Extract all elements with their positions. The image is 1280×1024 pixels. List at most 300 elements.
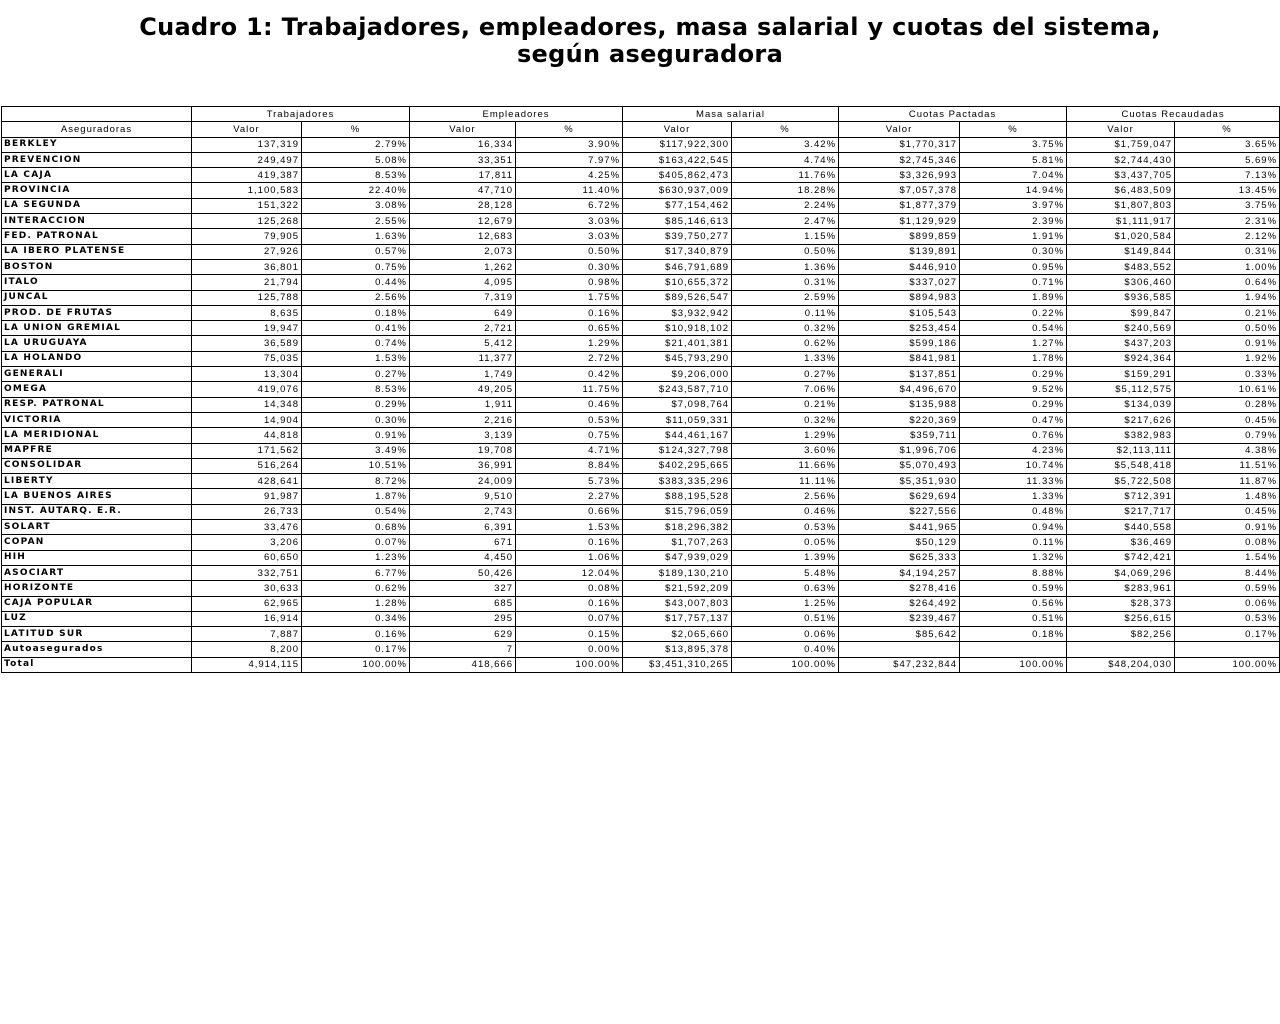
value-cell: 6,391	[410, 520, 516, 535]
value-cell: $256,615	[1067, 611, 1175, 626]
value-cell: 1,262	[410, 259, 516, 274]
insurer-name-cell: LA BUENOS AIRES	[2, 489, 192, 504]
value-cell: $924,364	[1067, 351, 1175, 366]
value-cell: $1,707,263	[623, 535, 732, 550]
percent-cell: 0.66%	[516, 504, 623, 519]
value-cell: 2,216	[410, 412, 516, 427]
percent-cell: 1.33%	[732, 351, 839, 366]
value-cell: 14,904	[192, 412, 302, 427]
percent-cell: 0.31%	[1175, 244, 1280, 259]
value-cell: 75,035	[192, 351, 302, 366]
percent-cell: 1.94%	[1175, 290, 1280, 305]
value-cell: 151,322	[192, 198, 302, 213]
percent-cell: 0.30%	[516, 259, 623, 274]
value-cell: $3,326,993	[839, 168, 960, 183]
value-cell: $337,027	[839, 275, 960, 290]
percent-cell: 1.25%	[732, 596, 839, 611]
percent-cell: 4.38%	[1175, 443, 1280, 458]
value-cell: 79,905	[192, 229, 302, 244]
header-empty-cell	[2, 107, 192, 122]
percent-cell: 1.53%	[516, 520, 623, 535]
value-cell: 125,268	[192, 214, 302, 229]
percent-cell: 2.39%	[960, 214, 1067, 229]
value-cell: $2,065,660	[623, 627, 732, 642]
percent-cell: 0.44%	[302, 275, 410, 290]
table-row	[2, 550, 1280, 565]
value-cell: 4,914,115	[192, 657, 302, 672]
value-cell: 16,914	[192, 611, 302, 626]
insurer-name-cell: LA SEGUNDA	[2, 198, 192, 213]
value-cell: 28,128	[410, 198, 516, 213]
insurer-name-cell: PROVINCIA	[2, 183, 192, 198]
value-cell: 12,679	[410, 214, 516, 229]
percent-cell: 0.46%	[732, 504, 839, 519]
percent-cell: 0.51%	[732, 611, 839, 626]
value-cell: 125,788	[192, 290, 302, 305]
table-row	[2, 152, 1280, 167]
value-cell: $1,877,379	[839, 198, 960, 213]
percent-cell: 0.51%	[960, 611, 1067, 626]
header-pct: %	[732, 122, 839, 137]
table-row	[2, 259, 1280, 274]
value-cell: $899,859	[839, 229, 960, 244]
insurer-name-cell: MAPFRE	[2, 443, 192, 458]
percent-cell: 0.29%	[302, 397, 410, 412]
percent-cell: 0.40%	[732, 642, 839, 657]
percent-cell: 0.27%	[302, 367, 410, 382]
value-cell: $437,203	[1067, 336, 1175, 351]
value-cell: 649	[410, 305, 516, 320]
value-cell: $6,483,509	[1067, 183, 1175, 198]
percent-cell: 8.53%	[302, 168, 410, 183]
value-cell: $306,460	[1067, 275, 1175, 290]
percent-cell: 0.18%	[960, 627, 1067, 642]
insurer-name-cell: INST. AUTARQ. E.R.	[2, 504, 192, 519]
value-cell: 137,319	[192, 137, 302, 152]
percent-cell: 7.13%	[1175, 168, 1280, 183]
value-cell: 14,348	[192, 397, 302, 412]
value-cell: $137,851	[839, 367, 960, 382]
value-cell: 249,497	[192, 152, 302, 167]
percent-cell: 3.03%	[516, 214, 623, 229]
header-group-empleadores: Empleadores	[410, 107, 623, 122]
percent-cell: 0.53%	[1175, 611, 1280, 626]
percent-cell: 22.40%	[302, 183, 410, 198]
value-cell: 629	[410, 627, 516, 642]
percent-cell: 0.75%	[516, 428, 623, 443]
insurer-name-cell: LA IBERO PLATENSE	[2, 244, 192, 259]
table-row	[2, 397, 1280, 412]
percent-cell: 6.72%	[516, 198, 623, 213]
percent-cell: 0.33%	[1175, 367, 1280, 382]
value-cell: 2,721	[410, 321, 516, 336]
percent-cell: 3.60%	[732, 443, 839, 458]
insurer-name-cell: ASOCIART	[2, 565, 192, 580]
insurer-name-cell: LUZ	[2, 611, 192, 626]
value-cell: 7,319	[410, 290, 516, 305]
value-cell: $117,922,300	[623, 137, 732, 152]
value-cell: $47,232,844	[839, 657, 960, 672]
value-cell: 1,911	[410, 397, 516, 412]
value-cell: 19,947	[192, 321, 302, 336]
value-cell: 3,139	[410, 428, 516, 443]
value-cell: $1,111,917	[1067, 214, 1175, 229]
table-row	[2, 596, 1280, 611]
title-line-1: Cuadro 1: Trabajadores, empleadores, masa salarial y cuotas del sistema,	[139, 13, 1161, 41]
percent-cell: 5.48%	[732, 565, 839, 580]
value-cell: 44,818	[192, 428, 302, 443]
value-cell: $18,296,382	[623, 520, 732, 535]
table-row	[2, 504, 1280, 519]
header-column-row	[2, 122, 1280, 137]
value-cell: $82,256	[1067, 627, 1175, 642]
value-cell: $382,983	[1067, 428, 1175, 443]
value-cell	[839, 642, 960, 657]
percent-cell: 0.54%	[960, 321, 1067, 336]
value-cell: 7	[410, 642, 516, 657]
percent-cell: 3.65%	[1175, 137, 1280, 152]
header-pct: %	[302, 122, 410, 137]
report-title	[0, 14, 1280, 68]
value-cell: $134,039	[1067, 397, 1175, 412]
percent-cell: 0.62%	[302, 581, 410, 596]
percent-cell: 0.11%	[732, 305, 839, 320]
value-cell: $48,204,030	[1067, 657, 1175, 672]
percent-cell: 0.32%	[732, 321, 839, 336]
percent-cell: 0.68%	[302, 520, 410, 535]
value-cell: $50,129	[839, 535, 960, 550]
percent-cell: 1.92%	[1175, 351, 1280, 366]
percent-cell: 0.29%	[960, 397, 1067, 412]
value-cell: $405,862,473	[623, 168, 732, 183]
insurer-name-cell: ITALO	[2, 275, 192, 290]
value-cell: $139,891	[839, 244, 960, 259]
percent-cell: 5.81%	[960, 152, 1067, 167]
value-cell: $5,351,930	[839, 474, 960, 489]
value-cell: $10,655,372	[623, 275, 732, 290]
value-cell: 419,076	[192, 382, 302, 397]
percent-cell: 1.87%	[302, 489, 410, 504]
percent-cell: 100.00%	[302, 657, 410, 672]
value-cell: $17,340,879	[623, 244, 732, 259]
percent-cell: 0.50%	[732, 244, 839, 259]
percent-cell: 0.11%	[960, 535, 1067, 550]
value-cell: 47,710	[410, 183, 516, 198]
value-cell: $15,796,059	[623, 504, 732, 519]
value-cell: $1,996,706	[839, 443, 960, 458]
value-cell: $712,391	[1067, 489, 1175, 504]
percent-cell: 0.71%	[960, 275, 1067, 290]
percent-cell: 0.34%	[302, 611, 410, 626]
percent-cell: 10.74%	[960, 458, 1067, 473]
table-row	[2, 198, 1280, 213]
percent-cell: 100.00%	[960, 657, 1067, 672]
percent-cell: 11.33%	[960, 474, 1067, 489]
percent-cell: 0.50%	[516, 244, 623, 259]
percent-cell: 0.30%	[302, 412, 410, 427]
value-cell: $441,965	[839, 520, 960, 535]
percent-cell: 11.66%	[732, 458, 839, 473]
percent-cell: 2.59%	[732, 290, 839, 305]
percent-cell: 0.74%	[302, 336, 410, 351]
percent-cell: 0.18%	[302, 305, 410, 320]
percent-cell: 0.08%	[516, 581, 623, 596]
value-cell: $841,981	[839, 351, 960, 366]
value-cell: $149,844	[1067, 244, 1175, 259]
table-row	[2, 168, 1280, 183]
insurer-name-cell: BOSTON	[2, 259, 192, 274]
value-cell: 91,987	[192, 489, 302, 504]
insurer-name-cell: RESP. PATRONAL	[2, 397, 192, 412]
percent-cell: 1.48%	[1175, 489, 1280, 504]
table-row	[2, 351, 1280, 366]
percent-cell: 100.00%	[732, 657, 839, 672]
value-cell: 2,073	[410, 244, 516, 259]
value-cell: $124,327,798	[623, 443, 732, 458]
percent-cell: 1.33%	[960, 489, 1067, 504]
value-cell: $21,592,209	[623, 581, 732, 596]
value-cell: $1,807,803	[1067, 198, 1175, 213]
percent-cell: 0.50%	[1175, 321, 1280, 336]
value-cell: 19,708	[410, 443, 516, 458]
value-cell: 7,887	[192, 627, 302, 642]
value-cell: 26,733	[192, 504, 302, 519]
percent-cell: 1.36%	[732, 259, 839, 274]
value-cell: $99,847	[1067, 305, 1175, 320]
value-cell: 295	[410, 611, 516, 626]
value-cell: 12,683	[410, 229, 516, 244]
table-row	[2, 489, 1280, 504]
percent-cell: 0.57%	[302, 244, 410, 259]
table-row	[2, 642, 1280, 657]
table-row	[2, 290, 1280, 305]
percent-cell: 0.53%	[732, 520, 839, 535]
table-row	[2, 137, 1280, 152]
percent-cell: 0.42%	[516, 367, 623, 382]
insurer-name-cell: VICTORIA	[2, 412, 192, 427]
percent-cell: 100.00%	[516, 657, 623, 672]
value-cell: $4,496,670	[839, 382, 960, 397]
value-cell: $264,492	[839, 596, 960, 611]
percent-cell	[960, 642, 1067, 657]
value-cell: 33,476	[192, 520, 302, 535]
value-cell: 36,991	[410, 458, 516, 473]
value-cell: $77,154,462	[623, 198, 732, 213]
percent-cell: 3.75%	[1175, 198, 1280, 213]
percent-cell: 0.91%	[1175, 336, 1280, 351]
percent-cell: 0.95%	[960, 259, 1067, 274]
percent-cell: 0.91%	[1175, 520, 1280, 535]
value-cell: 30,633	[192, 581, 302, 596]
value-cell: $936,585	[1067, 290, 1175, 305]
insurer-name-cell: COPAN	[2, 535, 192, 550]
percent-cell: 0.79%	[1175, 428, 1280, 443]
value-cell: $599,186	[839, 336, 960, 351]
value-cell: $45,793,290	[623, 351, 732, 366]
header-pct: %	[516, 122, 623, 137]
value-cell: $9,206,000	[623, 367, 732, 382]
insurer-name-cell: CONSOLIDAR	[2, 458, 192, 473]
header-valor: Valor	[410, 122, 516, 137]
value-cell: $2,745,346	[839, 152, 960, 167]
percent-cell: 0.47%	[960, 412, 1067, 427]
insurer-name-cell: CAJA POPULAR	[2, 596, 192, 611]
percent-cell: 11.76%	[732, 168, 839, 183]
value-cell: $2,744,430	[1067, 152, 1175, 167]
value-cell: $3,437,705	[1067, 168, 1175, 183]
value-cell: $21,401,381	[623, 336, 732, 351]
percent-cell: 2.31%	[1175, 214, 1280, 229]
percent-cell: 0.21%	[732, 397, 839, 412]
insurer-name-cell: LA CAJA	[2, 168, 192, 183]
percent-cell: 0.59%	[960, 581, 1067, 596]
value-cell: 60,650	[192, 550, 302, 565]
percent-cell: 0.32%	[732, 412, 839, 427]
value-cell: 8,635	[192, 305, 302, 320]
table-row	[2, 183, 1280, 198]
percent-cell: 2.72%	[516, 351, 623, 366]
table-row	[2, 443, 1280, 458]
value-cell: 1,100,583	[192, 183, 302, 198]
percent-cell: 5.69%	[1175, 152, 1280, 167]
value-cell: $240,569	[1067, 321, 1175, 336]
insurer-name-cell: HIH	[2, 550, 192, 565]
percent-cell: 2.12%	[1175, 229, 1280, 244]
value-cell: $88,195,528	[623, 489, 732, 504]
value-cell: $239,467	[839, 611, 960, 626]
value-cell: $383,335,296	[623, 474, 732, 489]
percent-cell: 100.00%	[1175, 657, 1280, 672]
value-cell: $1,770,317	[839, 137, 960, 152]
value-cell: 171,562	[192, 443, 302, 458]
insurer-name-cell: LATITUD SUR	[2, 627, 192, 642]
value-cell: $43,007,803	[623, 596, 732, 611]
value-cell: $105,543	[839, 305, 960, 320]
insurer-name-cell: FED. PATRONAL	[2, 229, 192, 244]
value-cell: 4,450	[410, 550, 516, 565]
value-cell: 27,926	[192, 244, 302, 259]
value-cell: 671	[410, 535, 516, 550]
percent-cell: 3.49%	[302, 443, 410, 458]
insurer-name-cell: INTERACCION	[2, 214, 192, 229]
header-group-row	[2, 107, 1280, 122]
percent-cell: 1.39%	[732, 550, 839, 565]
table-row	[2, 382, 1280, 397]
value-cell: $189,130,210	[623, 565, 732, 580]
value-cell: $36,469	[1067, 535, 1175, 550]
percent-cell: 1.78%	[960, 351, 1067, 366]
percent-cell: 13.45%	[1175, 183, 1280, 198]
value-cell: 36,589	[192, 336, 302, 351]
percent-cell: 0.31%	[732, 275, 839, 290]
percent-cell: 6.77%	[302, 565, 410, 580]
value-cell: 33,351	[410, 152, 516, 167]
percent-cell: 3.97%	[960, 198, 1067, 213]
header-group-cuotas-pactadas: Cuotas Pactadas	[839, 107, 1067, 122]
percent-cell: 11.75%	[516, 382, 623, 397]
value-cell: $742,421	[1067, 550, 1175, 565]
value-cell: 332,751	[192, 565, 302, 580]
value-cell: $4,069,296	[1067, 565, 1175, 580]
percent-cell: 0.54%	[302, 504, 410, 519]
percent-cell: 0.16%	[516, 305, 623, 320]
table-row	[2, 428, 1280, 443]
table-row	[2, 412, 1280, 427]
value-cell: 5,412	[410, 336, 516, 351]
value-cell: $243,587,710	[623, 382, 732, 397]
header-valor: Valor	[1067, 122, 1175, 137]
value-cell: $44,461,167	[623, 428, 732, 443]
value-cell: $46,791,689	[623, 259, 732, 274]
percent-cell: 1.54%	[1175, 550, 1280, 565]
value-cell	[1067, 642, 1175, 657]
percent-cell: 2.27%	[516, 489, 623, 504]
insurer-name-cell: LA HOLANDO	[2, 351, 192, 366]
header-group-cuotas-recaudadas: Cuotas Recaudadas	[1067, 107, 1280, 122]
percent-cell: 0.05%	[732, 535, 839, 550]
percent-cell: 3.90%	[516, 137, 623, 152]
percent-cell: 0.15%	[516, 627, 623, 642]
percent-cell: 0.07%	[302, 535, 410, 550]
value-cell: $3,451,310,265	[623, 657, 732, 672]
table-row	[2, 581, 1280, 596]
percent-cell: 1.29%	[732, 428, 839, 443]
value-cell: 516,264	[192, 458, 302, 473]
insurer-name-cell: BERKLEY	[2, 137, 192, 152]
percent-cell: 0.94%	[960, 520, 1067, 535]
percent-cell: 1.15%	[732, 229, 839, 244]
table-row	[2, 565, 1280, 580]
insurer-name-cell: LA MERIDIONAL	[2, 428, 192, 443]
insurer-name-cell: OMEGA	[2, 382, 192, 397]
percent-cell: 11.40%	[516, 183, 623, 198]
value-cell: $440,558	[1067, 520, 1175, 535]
percent-cell: 0.00%	[516, 642, 623, 657]
value-cell: 24,009	[410, 474, 516, 489]
value-cell: 1,749	[410, 367, 516, 382]
percent-cell: 18.28%	[732, 183, 839, 198]
percent-cell: 11.87%	[1175, 474, 1280, 489]
percent-cell: 0.45%	[1175, 412, 1280, 427]
value-cell: $283,961	[1067, 581, 1175, 596]
value-cell: 8,200	[192, 642, 302, 657]
header-valor: Valor	[192, 122, 302, 137]
table-row	[2, 229, 1280, 244]
percent-cell: 2.79%	[302, 137, 410, 152]
value-cell: $85,642	[839, 627, 960, 642]
percent-cell: 0.76%	[960, 428, 1067, 443]
percent-cell: 1.63%	[302, 229, 410, 244]
percent-cell: 0.16%	[302, 627, 410, 642]
percent-cell: 4.25%	[516, 168, 623, 183]
percent-cell: 0.21%	[1175, 305, 1280, 320]
value-cell: $13,895,378	[623, 642, 732, 657]
header-aseguradoras: Aseguradoras	[2, 122, 192, 137]
percent-cell: 0.22%	[960, 305, 1067, 320]
value-cell: $217,717	[1067, 504, 1175, 519]
value-cell: $446,910	[839, 259, 960, 274]
percent-cell: 4.23%	[960, 443, 1067, 458]
percent-cell: 0.17%	[302, 642, 410, 657]
percent-cell: 0.30%	[960, 244, 1067, 259]
header-valor: Valor	[839, 122, 960, 137]
percent-cell: 0.41%	[302, 321, 410, 336]
percent-cell: 0.45%	[1175, 504, 1280, 519]
value-cell: $5,112,575	[1067, 382, 1175, 397]
percent-cell: 1.75%	[516, 290, 623, 305]
percent-cell: 1.23%	[302, 550, 410, 565]
value-cell: 3,206	[192, 535, 302, 550]
